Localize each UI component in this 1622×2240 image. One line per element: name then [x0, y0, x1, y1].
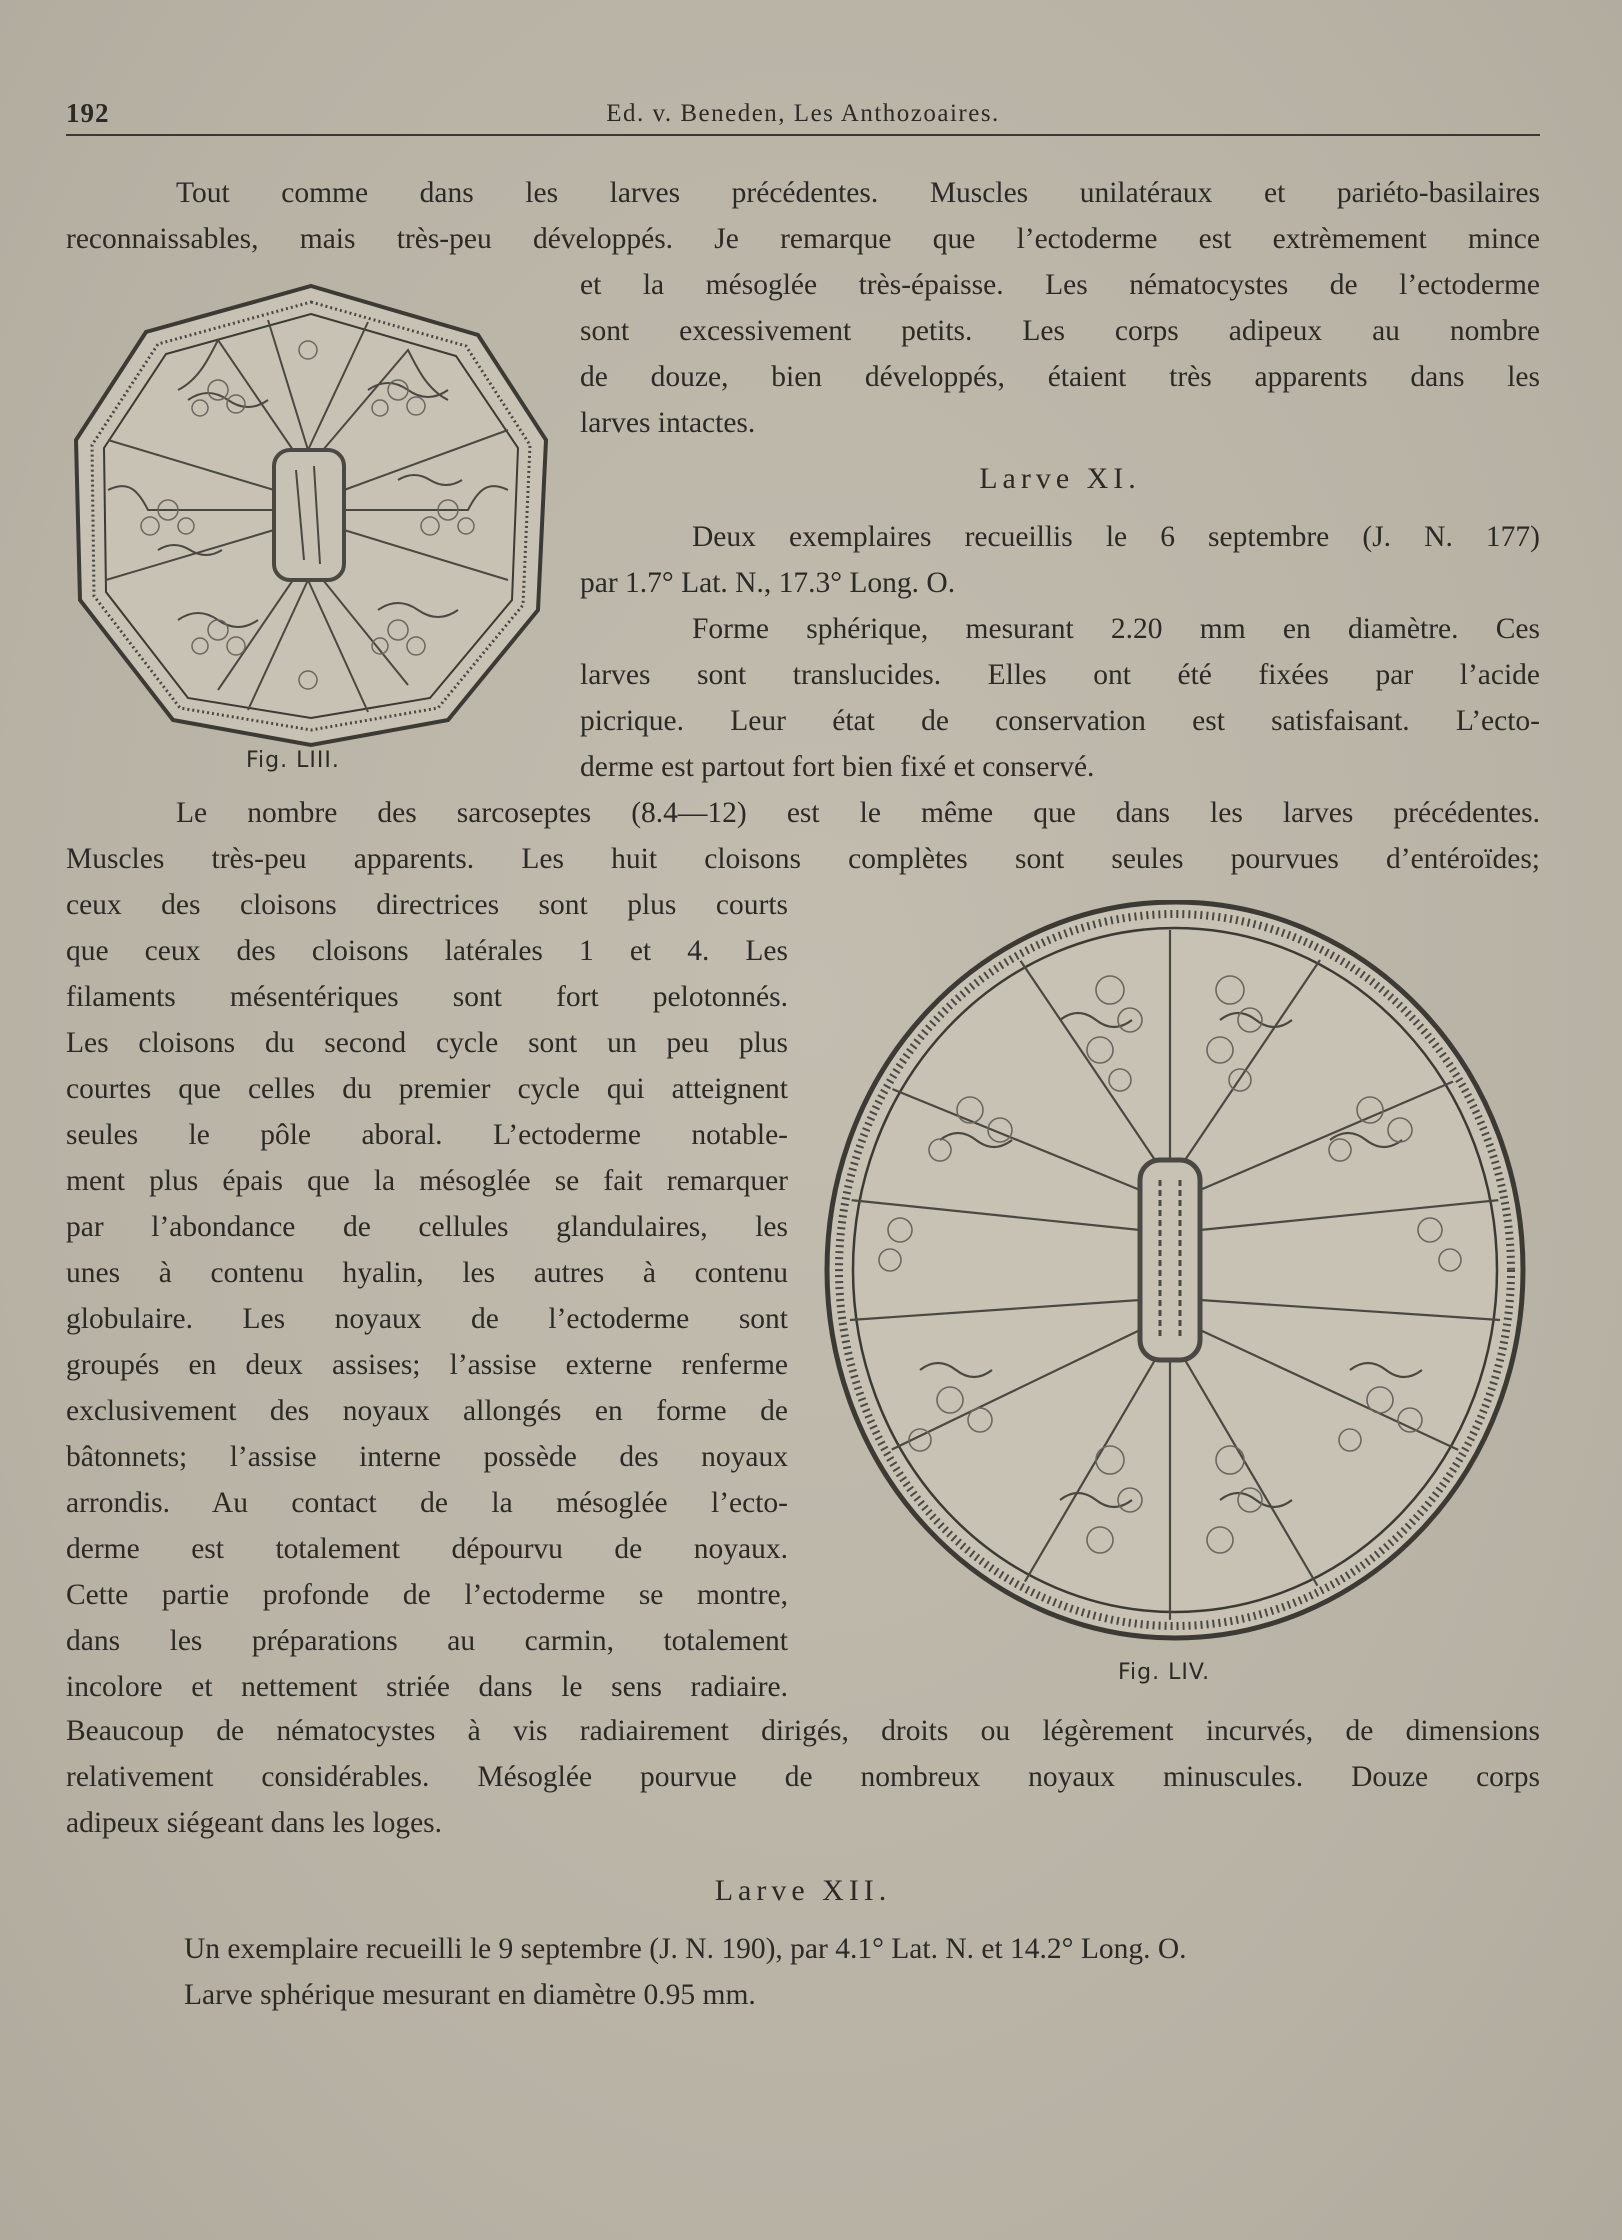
paragraph-sarcoseptes — [66, 790, 1540, 882]
text-line: Cette partie profonde de l’ectoderme se montre, — [66, 1579, 788, 1611]
text-line: Les cloisons du second cycle sont un peu plus — [66, 1027, 788, 1059]
text-line: Le nombre des sarcoseptes (8.4—12) est le même que dans les larves précédentes. — [176, 797, 1540, 829]
paragraph-larve-xii — [184, 1926, 1504, 2018]
figure-liv-caption: Fig. LIV. — [1118, 1660, 1211, 1685]
text-line: Muscles très-peu apparents. Les huit cloisons complètes sont seules pourvues d’entéroïdes; — [66, 843, 1540, 875]
text-line: groupés en deux assises; l’assise externe renferme — [66, 1349, 788, 1381]
page-header — [66, 98, 1540, 136]
text-line: courtes que celles du premier cycle qui atteignent — [66, 1073, 788, 1105]
text-line: adipeux siégeant dans les loges. — [66, 1807, 443, 1839]
text-line: picrique. Leur état de conservation est satisfaisant. L’ecto- — [580, 705, 1540, 737]
section-heading-larve-xii: Larve XII. — [714, 1874, 892, 1907]
text-line: globulaire. Les noyaux de l’ectoderme sont — [66, 1303, 788, 1335]
text-line: exclusivement des noyaux allongés en forme de — [66, 1395, 788, 1427]
text-line: larves intactes. — [580, 407, 756, 439]
text-line: Deux exemplaires recueillis le 6 septembre (J. N. 177) — [692, 521, 1540, 553]
section-heading-larve-xi: Larve XI. — [979, 462, 1141, 495]
paragraph-nematocystes — [66, 1708, 1540, 1846]
text-line: ment plus épais que la mésoglée se fait remarquer — [66, 1165, 788, 1197]
text-line: Larve sphérique mesurant en diamètre 0.95 mm. — [184, 1979, 756, 2011]
text-line: relativement considérables. Mésoglée pourvue de nombreux noyaux minuscules. Douze corps — [66, 1761, 1540, 1793]
paragraph-larve-xi-collection — [580, 514, 1540, 606]
text-line: Tout comme dans les larves précédentes. Muscles unilatéraux et pariéto-basilaires — [176, 177, 1540, 209]
text-line: derme est partout fort bien fixé et conservé. — [580, 751, 1095, 783]
text-line: reconnaissables, mais très-peu développés. Je remarque que l’ectoderme est extrèmement mince — [66, 223, 1540, 255]
text-line: filaments mésentériques sont fort pelotonnés. — [66, 981, 788, 1013]
figure-liv — [810, 900, 1546, 1656]
text-line: Beaucoup de nématocystes à vis radiairement dirigés, droits ou légèrement incurvés, de dimensions — [66, 1715, 1540, 1747]
text-line: ceux des cloisons directrices sont plus courts — [66, 889, 788, 921]
text-line: et la mésoglée très-épaisse. Les nématocystes de l’ectoderme — [580, 269, 1540, 301]
paragraph-larve-xi-form — [580, 606, 1540, 790]
paragraph-intro-right — [580, 262, 1540, 446]
text-line: seules le pôle aboral. L’ectoderme notable- — [66, 1119, 788, 1151]
text-line: larves sont translucides. Elles ont été fixées par l’acide — [580, 659, 1540, 691]
text-line: Un exemplaire recueilli le 9 septembre (J. N. 190), par 4.1° Lat. N. et 14.2° Long. O. — [184, 1933, 1187, 1965]
text-line: par 1.7° Lat. N., 17.3° Long. O. — [580, 567, 956, 599]
text-line: unes à contenu hyalin, les autres à contenu — [66, 1257, 788, 1289]
text-line: derme est totalement dépourvu de noyaux. — [66, 1533, 788, 1565]
text-line: que ceux des cloisons latérales 1 et 4. Les — [66, 935, 788, 967]
text-line: dans les préparations au carmin, totalement — [66, 1625, 788, 1657]
text-line: arrondis. Au contact de la mésoglée l’ecto- — [66, 1487, 788, 1519]
running-head: Ed. v. Beneden, Les Anthozoaires. — [606, 100, 1000, 127]
text-line: de douze, bien développés, étaient très apparents dans les — [580, 361, 1540, 393]
text-line: par l’abondance de cellules glandulaires, les — [66, 1211, 788, 1243]
text-line: Forme sphérique, mesurant 2.20 mm en diamètre. Ces — [692, 613, 1540, 645]
text-line: sont excessivement petits. Les corps adipeux au nombre — [580, 315, 1540, 347]
page-number: 192 — [66, 98, 110, 128]
figure-liii — [68, 280, 554, 750]
paragraph-sarcoseptes-left — [66, 882, 788, 1710]
paragraph-intro — [66, 170, 1540, 262]
figure-liii-caption: Fig. LIII. — [246, 748, 340, 773]
text-line: incolore et nettement striée dans le sens radiaire. — [66, 1671, 788, 1703]
text-line: bâtonnets; l’assise interne possède des noyaux — [66, 1441, 788, 1473]
